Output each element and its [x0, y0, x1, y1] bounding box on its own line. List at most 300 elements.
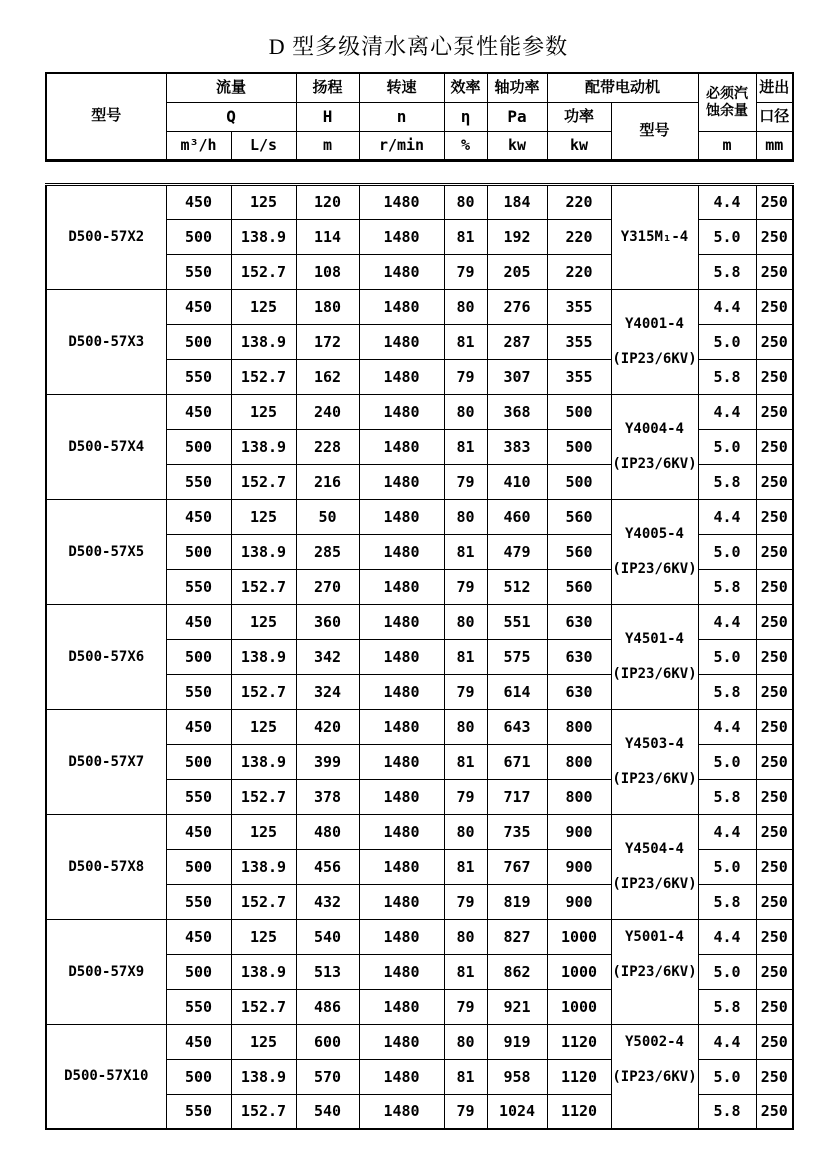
- cell-speed: 1480: [359, 394, 444, 429]
- cell-npsh: 4.4: [698, 604, 756, 639]
- cell-speed: 1480: [359, 534, 444, 569]
- cell-motor-power: 1000: [547, 919, 611, 954]
- cell-flow-m3h: 550: [166, 779, 231, 814]
- cell-shaft-power: 383: [487, 429, 547, 464]
- cell-speed: 1480: [359, 219, 444, 254]
- cell-flow-m3h: 450: [166, 709, 231, 744]
- cell-speed: 1480: [359, 709, 444, 744]
- cell-efficiency: 80: [444, 604, 487, 639]
- header-shaft-power: 轴功率: [487, 73, 547, 102]
- motor-model-line: Y4503-4: [624, 735, 684, 752]
- cell-shaft-power: 368: [487, 394, 547, 429]
- cell-flow-ls: 138.9: [231, 639, 296, 674]
- cell-flow-ls: 138.9: [231, 324, 296, 359]
- cell-efficiency: 80: [444, 289, 487, 324]
- data-table-body: [46, 184, 793, 1129]
- cell-flow-m3h: 500: [166, 849, 231, 884]
- cell-head: 228: [296, 429, 359, 464]
- cell-motor-power: 355: [547, 324, 611, 359]
- cell-speed: 1480: [359, 359, 444, 394]
- cell-flow-m3h: 500: [166, 324, 231, 359]
- table-row: [46, 814, 793, 849]
- cell-flow-m3h: 450: [166, 604, 231, 639]
- cell-flow-ls: 138.9: [231, 849, 296, 884]
- header-speed-unit: r/min: [359, 131, 444, 160]
- cell-pump-model: D500-57X2: [46, 184, 166, 289]
- cell-diameter: 250: [756, 604, 793, 639]
- header-diameter-unit: mm: [756, 131, 793, 160]
- cell-flow-ls: 152.7: [231, 989, 296, 1024]
- cell-pump-model: D500-57X9: [46, 919, 166, 1024]
- cell-motor-model: [611, 919, 698, 1024]
- header-head: 扬程: [296, 73, 359, 102]
- cell-efficiency: 79: [444, 464, 487, 499]
- header-efficiency-unit: %: [444, 131, 487, 160]
- header-speed: 转速: [359, 73, 444, 102]
- table-row: [46, 394, 793, 429]
- cell-shaft-power: 735: [487, 814, 547, 849]
- cell-pump-model: D500-57X7: [46, 709, 166, 814]
- motor-model-line: (IP23/6KV): [612, 350, 697, 367]
- cell-diameter: 250: [756, 569, 793, 604]
- cell-shaft-power: 1024: [487, 1094, 547, 1129]
- header-shaft-power-symbol: Pa: [487, 102, 547, 131]
- table-row: [46, 289, 793, 324]
- header-diameter: 口径: [756, 102, 793, 131]
- cell-head: 270: [296, 569, 359, 604]
- cell-motor-power: 900: [547, 884, 611, 919]
- motor-model-line: Y4001-4: [624, 315, 684, 332]
- table-row: [46, 709, 793, 744]
- cell-diameter: 250: [756, 254, 793, 289]
- cell-npsh: 5.8: [698, 1094, 756, 1129]
- cell-head: 162: [296, 359, 359, 394]
- cell-speed: 1480: [359, 184, 444, 219]
- cell-motor-model: [611, 1024, 698, 1129]
- cell-motor-model: [611, 709, 698, 814]
- cell-efficiency: 79: [444, 884, 487, 919]
- cell-npsh: 5.8: [698, 359, 756, 394]
- cell-flow-m3h: 450: [166, 499, 231, 534]
- cell-motor-power: 630: [547, 639, 611, 674]
- cell-flow-m3h: 500: [166, 429, 231, 464]
- cell-npsh: 5.8: [698, 674, 756, 709]
- cell-head: 216: [296, 464, 359, 499]
- header-npsh-unit: m: [698, 131, 756, 160]
- cell-flow-ls: 125: [231, 604, 296, 639]
- cell-flow-m3h: 450: [166, 1024, 231, 1059]
- motor-model-line: Y5001-4: [624, 928, 684, 945]
- header-shaft-power-unit: kw: [487, 131, 547, 160]
- cell-motor-power: 900: [547, 814, 611, 849]
- cell-flow-ls: 138.9: [231, 219, 296, 254]
- cell-shaft-power: 551: [487, 604, 547, 639]
- header-table: [45, 72, 794, 162]
- cell-efficiency: 81: [444, 954, 487, 989]
- cell-flow-ls: 152.7: [231, 674, 296, 709]
- cell-speed: 1480: [359, 989, 444, 1024]
- cell-flow-m3h: 550: [166, 884, 231, 919]
- cell-speed: 1480: [359, 674, 444, 709]
- cell-diameter: 250: [756, 429, 793, 464]
- cell-flow-m3h: 550: [166, 569, 231, 604]
- cell-flow-ls: 138.9: [231, 1059, 296, 1094]
- cell-flow-m3h: 500: [166, 639, 231, 674]
- cell-npsh: 5.8: [698, 884, 756, 919]
- cell-flow-m3h: 550: [166, 254, 231, 289]
- cell-motor-power: 800: [547, 709, 611, 744]
- header-inlet-outlet: 进出: [756, 73, 793, 102]
- cell-diameter: 250: [756, 954, 793, 989]
- cell-motor-power: 1120: [547, 1094, 611, 1129]
- cell-motor-power: 560: [547, 534, 611, 569]
- cell-diameter: 250: [756, 324, 793, 359]
- cell-head: 432: [296, 884, 359, 919]
- cell-efficiency: 81: [444, 429, 487, 464]
- cell-flow-ls: 125: [231, 394, 296, 429]
- header-efficiency: 效率: [444, 73, 487, 102]
- cell-shaft-power: 671: [487, 744, 547, 779]
- cell-speed: 1480: [359, 814, 444, 849]
- cell-shaft-power: 479: [487, 534, 547, 569]
- cell-motor-power: 800: [547, 779, 611, 814]
- cell-npsh: 4.4: [698, 1024, 756, 1059]
- cell-shaft-power: 921: [487, 989, 547, 1024]
- motor-model-line: Y5002-4: [624, 1033, 684, 1050]
- cell-shaft-power: 862: [487, 954, 547, 989]
- motor-model-line: Y315M₁-4: [620, 228, 689, 245]
- cell-pump-model: D500-57X6: [46, 604, 166, 709]
- cell-flow-ls: 125: [231, 709, 296, 744]
- cell-flow-m3h: 450: [166, 919, 231, 954]
- cell-npsh: 5.0: [698, 1059, 756, 1094]
- cell-speed: 1480: [359, 1059, 444, 1094]
- cell-efficiency: 79: [444, 254, 487, 289]
- cell-diameter: 250: [756, 674, 793, 709]
- cell-npsh: 5.0: [698, 849, 756, 884]
- cell-speed: 1480: [359, 324, 444, 359]
- cell-efficiency: 79: [444, 359, 487, 394]
- cell-diameter: 250: [756, 709, 793, 744]
- cell-motor-power: 1000: [547, 954, 611, 989]
- cell-motor-power: 500: [547, 429, 611, 464]
- motor-model-line: (IP23/6KV): [612, 770, 697, 787]
- cell-head: 50: [296, 499, 359, 534]
- cell-diameter: 250: [756, 184, 793, 219]
- cell-motor-model: [611, 499, 698, 604]
- cell-head: 108: [296, 254, 359, 289]
- cell-head: 120: [296, 184, 359, 219]
- cell-shaft-power: 958: [487, 1059, 547, 1094]
- cell-efficiency: 79: [444, 779, 487, 814]
- cell-flow-ls: 152.7: [231, 359, 296, 394]
- cell-flow-m3h: 550: [166, 464, 231, 499]
- cell-shaft-power: 410: [487, 464, 547, 499]
- cell-head: 172: [296, 324, 359, 359]
- motor-model-line: (IP23/6KV): [612, 560, 697, 577]
- cell-motor-power: 220: [547, 219, 611, 254]
- cell-speed: 1480: [359, 1024, 444, 1059]
- table-row: [46, 499, 793, 534]
- cell-flow-m3h: 500: [166, 954, 231, 989]
- cell-diameter: 250: [756, 849, 793, 884]
- cell-shaft-power: 512: [487, 569, 547, 604]
- motor-model-line: Y4005-4: [624, 525, 684, 542]
- cell-head: 378: [296, 779, 359, 814]
- cell-motor-power: 1120: [547, 1024, 611, 1059]
- cell-head: 360: [296, 604, 359, 639]
- cell-shaft-power: 827: [487, 919, 547, 954]
- cell-flow-m3h: 500: [166, 1059, 231, 1094]
- cell-diameter: 250: [756, 779, 793, 814]
- cell-head: 285: [296, 534, 359, 569]
- cell-head: 342: [296, 639, 359, 674]
- cell-speed: 1480: [359, 289, 444, 324]
- cell-speed: 1480: [359, 744, 444, 779]
- cell-motor-power: 1120: [547, 1059, 611, 1094]
- cell-flow-ls: 138.9: [231, 429, 296, 464]
- cell-motor-model: [611, 394, 698, 499]
- cell-speed: 1480: [359, 499, 444, 534]
- cell-flow-ls: 125: [231, 289, 296, 324]
- cell-motor-model: [611, 604, 698, 709]
- table-row: [46, 604, 793, 639]
- cell-diameter: 250: [756, 289, 793, 324]
- cell-head: 540: [296, 1094, 359, 1129]
- cell-flow-m3h: 450: [166, 814, 231, 849]
- cell-head: 180: [296, 289, 359, 324]
- cell-shaft-power: 287: [487, 324, 547, 359]
- cell-shaft-power: 767: [487, 849, 547, 884]
- header-flow-unit-ls: L/s: [231, 131, 296, 160]
- cell-flow-ls: 152.7: [231, 464, 296, 499]
- cell-head: 399: [296, 744, 359, 779]
- cell-head: 456: [296, 849, 359, 884]
- cell-motor-model: [611, 814, 698, 919]
- cell-flow-m3h: 500: [166, 219, 231, 254]
- cell-npsh: 5.0: [698, 744, 756, 779]
- cell-npsh: 5.0: [698, 219, 756, 254]
- cell-head: 114: [296, 219, 359, 254]
- cell-motor-power: 630: [547, 604, 611, 639]
- motor-model-line: (IP23/6KV): [612, 875, 697, 892]
- cell-efficiency: 81: [444, 324, 487, 359]
- cell-motor-power: 900: [547, 849, 611, 884]
- cell-diameter: 250: [756, 814, 793, 849]
- cell-diameter: 250: [756, 499, 793, 534]
- motor-model-line: Y4504-4: [624, 840, 684, 857]
- cell-efficiency: 81: [444, 849, 487, 884]
- cell-speed: 1480: [359, 1094, 444, 1129]
- header-motor-power: 功率: [547, 102, 611, 131]
- cell-shaft-power: 460: [487, 499, 547, 534]
- cell-head: 486: [296, 989, 359, 1024]
- cell-npsh: 5.0: [698, 954, 756, 989]
- cell-motor-power: 220: [547, 184, 611, 219]
- header-efficiency-symbol: η: [444, 102, 487, 131]
- cell-flow-ls: 125: [231, 499, 296, 534]
- cell-pump-model: D500-57X3: [46, 289, 166, 394]
- cell-motor-power: 500: [547, 464, 611, 499]
- cell-flow-m3h: 450: [166, 184, 231, 219]
- page-title: D 型多级清水离心泵性能参数: [268, 34, 569, 59]
- table-row: [46, 184, 793, 219]
- cell-flow-ls: 125: [231, 814, 296, 849]
- cell-motor-power: 560: [547, 499, 611, 534]
- header-flow: 流量: [166, 73, 296, 102]
- cell-flow-ls: 152.7: [231, 779, 296, 814]
- header-npsh: 必须汽蚀余量: [698, 73, 756, 131]
- cell-diameter: 250: [756, 534, 793, 569]
- cell-npsh: 4.4: [698, 814, 756, 849]
- cell-efficiency: 80: [444, 814, 487, 849]
- cell-npsh: 5.0: [698, 324, 756, 359]
- motor-model-line: (IP23/6KV): [612, 665, 697, 682]
- cell-speed: 1480: [359, 884, 444, 919]
- cell-speed: 1480: [359, 954, 444, 989]
- cell-speed: 1480: [359, 429, 444, 464]
- cell-motor-power: 355: [547, 289, 611, 324]
- cell-speed: 1480: [359, 919, 444, 954]
- cell-npsh: 4.4: [698, 289, 756, 324]
- cell-shaft-power: 184: [487, 184, 547, 219]
- table-content: [45, 0, 792, 1130]
- cell-efficiency: 80: [444, 499, 487, 534]
- header-row-1: [46, 73, 793, 102]
- cell-head: 570: [296, 1059, 359, 1094]
- cell-shaft-power: 205: [487, 254, 547, 289]
- cell-head: 420: [296, 709, 359, 744]
- cell-efficiency: 80: [444, 184, 487, 219]
- cell-flow-m3h: 500: [166, 534, 231, 569]
- cell-diameter: 250: [756, 639, 793, 674]
- cell-diameter: 250: [756, 884, 793, 919]
- cell-diameter: 250: [756, 989, 793, 1024]
- cell-speed: 1480: [359, 254, 444, 289]
- header-speed-symbol: n: [359, 102, 444, 131]
- cell-shaft-power: 717: [487, 779, 547, 814]
- header-flow-unit-m3h: m³/h: [166, 131, 231, 160]
- cell-npsh: 5.0: [698, 639, 756, 674]
- cell-npsh: 5.0: [698, 534, 756, 569]
- cell-efficiency: 79: [444, 1094, 487, 1129]
- cell-flow-ls: 152.7: [231, 569, 296, 604]
- cell-pump-model: D500-57X4: [46, 394, 166, 499]
- cell-npsh: 5.8: [698, 464, 756, 499]
- cell-motor-power: 500: [547, 394, 611, 429]
- cell-speed: 1480: [359, 604, 444, 639]
- cell-flow-ls: 138.9: [231, 954, 296, 989]
- cell-efficiency: 80: [444, 1024, 487, 1059]
- cell-efficiency: 81: [444, 1059, 487, 1094]
- cell-npsh: 5.0: [698, 429, 756, 464]
- table-row: [46, 1024, 793, 1059]
- cell-head: 324: [296, 674, 359, 709]
- cell-efficiency: 80: [444, 394, 487, 429]
- cell-diameter: 250: [756, 1059, 793, 1094]
- cell-flow-m3h: 550: [166, 674, 231, 709]
- cell-head: 540: [296, 919, 359, 954]
- cell-flow-ls: 125: [231, 184, 296, 219]
- cell-flow-m3h: 550: [166, 989, 231, 1024]
- cell-flow-ls: 125: [231, 1024, 296, 1059]
- cell-speed: 1480: [359, 639, 444, 674]
- cell-speed: 1480: [359, 464, 444, 499]
- cell-motor-model: [611, 184, 698, 289]
- cell-motor-power: 800: [547, 744, 611, 779]
- cell-motor-power: 1000: [547, 989, 611, 1024]
- cell-efficiency: 80: [444, 919, 487, 954]
- cell-flow-ls: 138.9: [231, 744, 296, 779]
- data-table: [45, 183, 794, 1131]
- cell-flow-ls: 152.7: [231, 1094, 296, 1129]
- motor-model-line: (IP23/6KV): [612, 963, 697, 980]
- cell-efficiency: 81: [444, 744, 487, 779]
- cell-pump-model: D500-57X8: [46, 814, 166, 919]
- cell-flow-m3h: 550: [166, 359, 231, 394]
- cell-efficiency: 80: [444, 709, 487, 744]
- cell-diameter: 250: [756, 394, 793, 429]
- cell-head: 513: [296, 954, 359, 989]
- cell-efficiency: 79: [444, 569, 487, 604]
- cell-shaft-power: 819: [487, 884, 547, 919]
- cell-diameter: 250: [756, 919, 793, 954]
- cell-diameter: 250: [756, 1094, 793, 1129]
- cell-efficiency: 81: [444, 534, 487, 569]
- cell-shaft-power: 276: [487, 289, 547, 324]
- cell-flow-m3h: 450: [166, 289, 231, 324]
- motor-model-line: (IP23/6KV): [612, 1068, 697, 1085]
- cell-head: 480: [296, 814, 359, 849]
- motor-model-line: (IP23/6KV): [612, 455, 697, 472]
- cell-shaft-power: 575: [487, 639, 547, 674]
- cell-motor-power: 630: [547, 674, 611, 709]
- cell-efficiency: 81: [444, 219, 487, 254]
- cell-motor-power: 220: [547, 254, 611, 289]
- cell-npsh: 4.4: [698, 184, 756, 219]
- cell-head: 600: [296, 1024, 359, 1059]
- cell-motor-power: 560: [547, 569, 611, 604]
- header-head-unit: m: [296, 131, 359, 160]
- cell-flow-ls: 152.7: [231, 884, 296, 919]
- cell-speed: 1480: [359, 849, 444, 884]
- cell-npsh: 5.8: [698, 989, 756, 1024]
- cell-shaft-power: 919: [487, 1024, 547, 1059]
- cell-efficiency: 79: [444, 989, 487, 1024]
- cell-npsh: 4.4: [698, 499, 756, 534]
- cell-npsh: 4.4: [698, 394, 756, 429]
- cell-flow-m3h: 550: [166, 1094, 231, 1129]
- cell-diameter: 250: [756, 219, 793, 254]
- cell-diameter: 250: [756, 359, 793, 394]
- header-motor-power-unit: kw: [547, 131, 611, 160]
- header-flow-symbol: Q: [166, 102, 296, 131]
- cell-flow-m3h: 500: [166, 744, 231, 779]
- cell-flow-ls: 152.7: [231, 254, 296, 289]
- header-motor: 配带电动机: [547, 73, 698, 102]
- cell-npsh: 5.8: [698, 569, 756, 604]
- cell-head: 240: [296, 394, 359, 429]
- cell-pump-model: D500-57X5: [46, 499, 166, 604]
- cell-npsh: 5.8: [698, 779, 756, 814]
- cell-motor-model: [611, 289, 698, 394]
- motor-model-line: Y4501-4: [624, 630, 684, 647]
- cell-npsh: 5.8: [698, 254, 756, 289]
- cell-flow-ls: 138.9: [231, 534, 296, 569]
- cell-flow-m3h: 450: [166, 394, 231, 429]
- cell-speed: 1480: [359, 569, 444, 604]
- header-pump-model: 型号: [46, 73, 166, 160]
